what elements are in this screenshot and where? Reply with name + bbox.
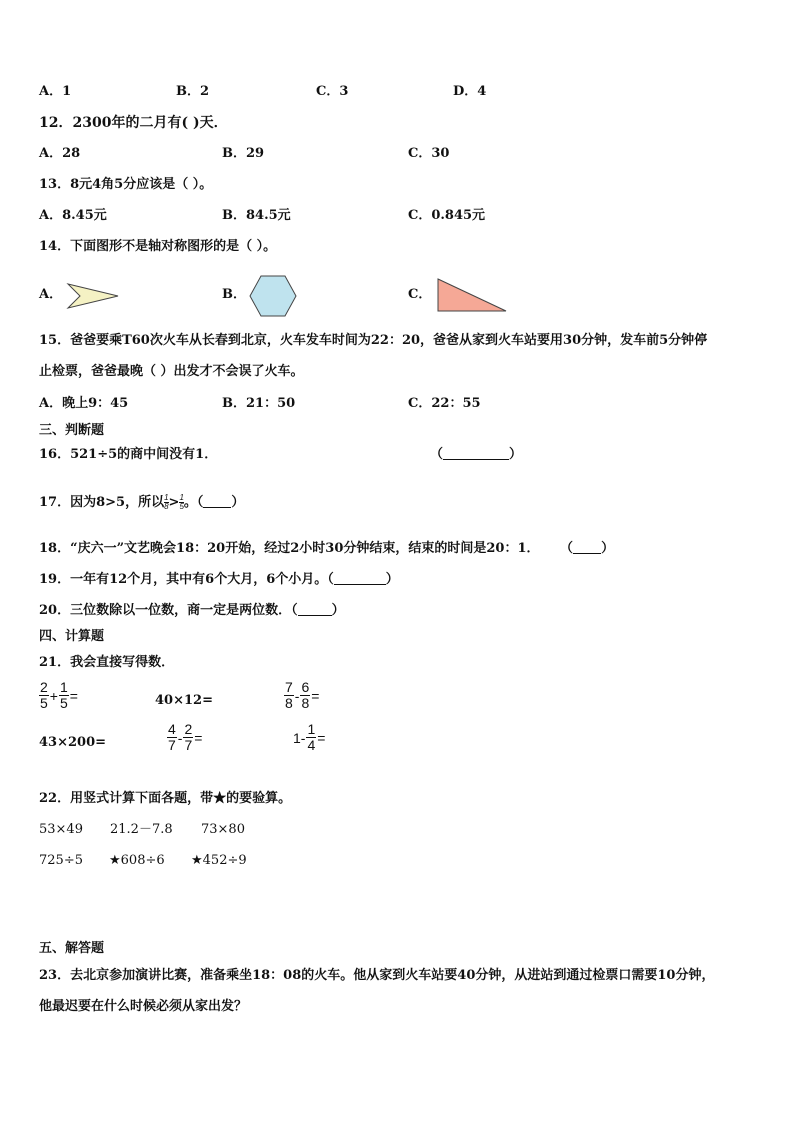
fraction: $\frac{1}{8}$: [164, 493, 169, 511]
fraction: $\frac{4}{7}$: [168, 721, 176, 753]
q13-option-c: C．0.845元: [408, 208, 486, 223]
q15-option-b: B．21：50: [222, 396, 296, 411]
q12-option-a: A．28: [39, 146, 81, 161]
fraction: $\frac{1}{4}$: [307, 721, 316, 753]
q22-stem: 22．用竖式计算下面各题，带★的要验算。: [39, 791, 292, 806]
q14-option-b: B．: [222, 287, 246, 302]
q20-stem: 20．三位数除以一位数，商一定是两位数．（ ）: [39, 603, 345, 618]
q23-line2: 他最迟要在什么时候必须从家出发？: [39, 999, 248, 1014]
section-5-heading: 五、解答题: [39, 941, 105, 956]
q23-line1: 23．去北京参加演讲比赛，准备乘坐18：08的火车。他从家到火车站要40分钟，从进站到通过检票口需要10分钟，: [39, 968, 715, 983]
fraction: $\frac{1}{5}$: [59, 679, 68, 711]
triangle-shape-icon: [436, 277, 508, 317]
fraction: $\frac{6}{8}$: [301, 679, 310, 711]
q11-option-d: D．4: [453, 84, 487, 99]
fraction: $\frac{7}{8}$: [285, 679, 293, 711]
q11-option-c: C．3: [316, 84, 349, 99]
fraction: $\frac{2}{7}$: [184, 721, 193, 753]
fraction: $\frac{1}{5}$: [179, 493, 184, 511]
q18-stem: 18．“庆六一”文艺晚会18：20开始，经过2小时30分钟结束，结束的时间是20：1． （ ）: [39, 541, 615, 556]
q12-option-c: C．30: [408, 146, 450, 161]
q12-option-b: B．29: [222, 146, 265, 161]
q21-expr-6: 1- $\frac{1}{4}$ =: [293, 721, 326, 753]
q11-option-a: A．1: [39, 84, 72, 99]
q18-answer-bracket[interactable]: （ ）: [560, 541, 615, 556]
q22-item: 73×80: [201, 822, 245, 837]
q21-expr-2: 40×12=: [155, 693, 213, 708]
q13-stem: 13．8元4角5分应该是（ ）。: [39, 177, 213, 192]
q21-expr-1: $\frac{2}{5}$ + $\frac{1}{5}$ =: [40, 679, 78, 711]
q12-stem: 12．2300年的二月有( )天．: [39, 115, 228, 131]
q15-option-a: A．晚上9：45: [39, 396, 129, 411]
section-4-heading: 四、计算题: [39, 629, 105, 644]
q21-expr-4: 43×200=: [39, 735, 107, 750]
q14-stem: 14．下面图形不是轴对称图形的是（ ）。: [39, 239, 277, 254]
section-3-heading: 三、判断题: [39, 423, 105, 438]
q14-option-c: C．: [408, 287, 432, 302]
q13-option-a: A．8.45元: [39, 208, 107, 223]
q15-option-c: C．22：55: [408, 396, 481, 411]
q21-expr-3: $\frac{7}{8}$ - $\frac{6}{8}$ =: [285, 679, 320, 711]
q22-item: 21.2－7.8: [110, 822, 173, 837]
q22-item: ★608÷6: [109, 853, 165, 868]
q20-answer-bracket[interactable]: （ ）: [291, 603, 345, 618]
fraction: $\frac{2}{5}$: [40, 679, 48, 711]
q17-stem: 17．因为8>5，所以 $\frac{1}{8}$ > $\frac{1}{5}$ 。（ ）: [39, 493, 245, 511]
q22-item: ★452÷9: [191, 853, 247, 868]
q16-answer-bracket[interactable]: （ ）: [430, 447, 523, 462]
q17-answer-bracket[interactable]: （ ）: [196, 495, 245, 510]
q14-option-a: A．: [39, 287, 63, 302]
q21-expr-5: $\frac{4}{7}$ - $\frac{2}{7}$ =: [168, 721, 203, 753]
hexagon-shape-icon: [248, 274, 298, 322]
q16-stem: 16．521÷5的商中间没有1．: [39, 447, 218, 462]
q19-answer-bracket[interactable]: （ ）: [327, 572, 399, 587]
q22-item: 725÷5: [39, 853, 83, 868]
q15-line1: 15．爸爸要乘T60次火车从长春到北京，火车发车时间为22：20，爸爸从家到火车站要用30分钟，发车前5分钟停: [39, 333, 708, 348]
q13-option-b: B．84.5元: [222, 208, 291, 223]
q22-item: 53×49: [39, 822, 83, 837]
q19-stem: 19．一年有12个月，其中有6个大月，6个小月。（ ）: [39, 572, 399, 587]
arrow-shape-icon: [66, 282, 122, 314]
q15-line2: 止检票，爸爸最晚（ ）出发才不会误了火车。: [39, 364, 304, 379]
q21-stem: 21．我会直接写得数．: [39, 655, 175, 670]
q11-option-b: B．2: [176, 84, 210, 99]
